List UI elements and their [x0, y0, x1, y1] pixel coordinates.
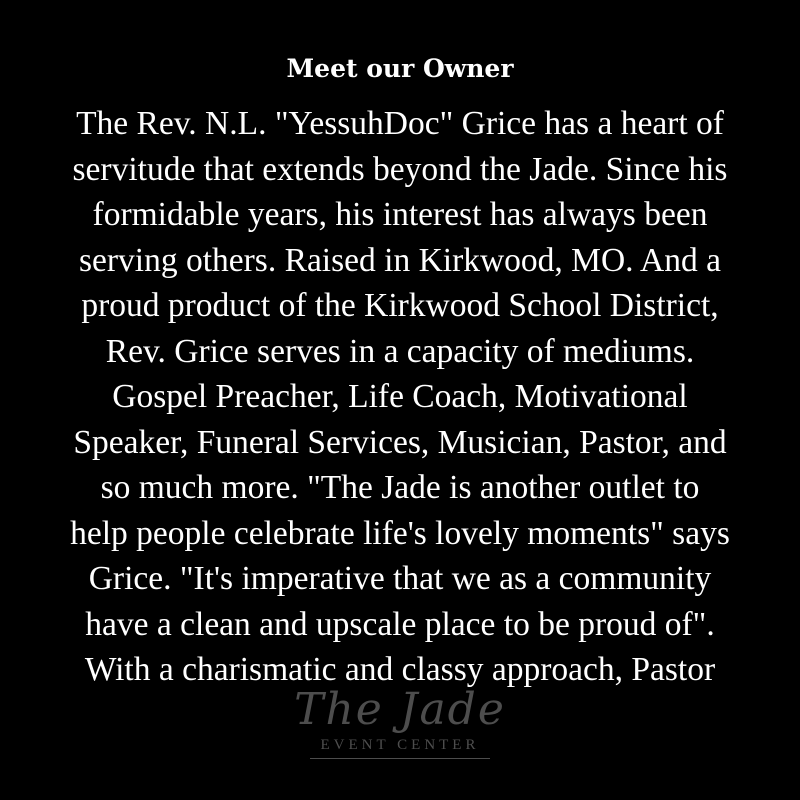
page-title: Meet our Owner — [286, 54, 514, 83]
bio-line: help people celebrate life's lovely moments" says — [70, 514, 730, 552]
bio-line: so much more. "The Jade is another outlet to — [100, 469, 700, 506]
bio-line: Speaker, Funeral Services, Musician, Pastor, and — [73, 423, 727, 461]
bio-line: have a clean and upscale place to be proud of". — [85, 605, 715, 643]
watermark-sub-text: EVENT CENTER — [320, 737, 480, 753]
watermark-divider — [310, 758, 490, 759]
bio-line: Grice. "It's imperative that we as a community — [88, 560, 712, 597]
bio-line: serving others. Raised in Kirkwood, MO. And a — [78, 241, 721, 279]
bio-line: The Rev. N.L. "YessuhDoc" Grice has a heart of — [76, 105, 724, 142]
bio-line: servitude that extends beyond the Jade. Since his — [72, 150, 728, 188]
bio-line: formidable years, his interest has always been — [92, 196, 708, 233]
bio-line: With a charismatic and classy approach, Pastor — [84, 651, 716, 688]
bio-paragraph — [0, 101, 800, 693]
watermark-script-text: The Jade — [294, 684, 506, 735]
event-center-watermark-logo — [280, 684, 520, 800]
bio-line: Rev. Grice serves in a capacity of mediums. — [105, 332, 695, 370]
bio-line: Gospel Preacher, Life Coach, Motivational — [112, 378, 688, 415]
bio-line: proud product of the Kirkwood School District, — [81, 287, 719, 324]
